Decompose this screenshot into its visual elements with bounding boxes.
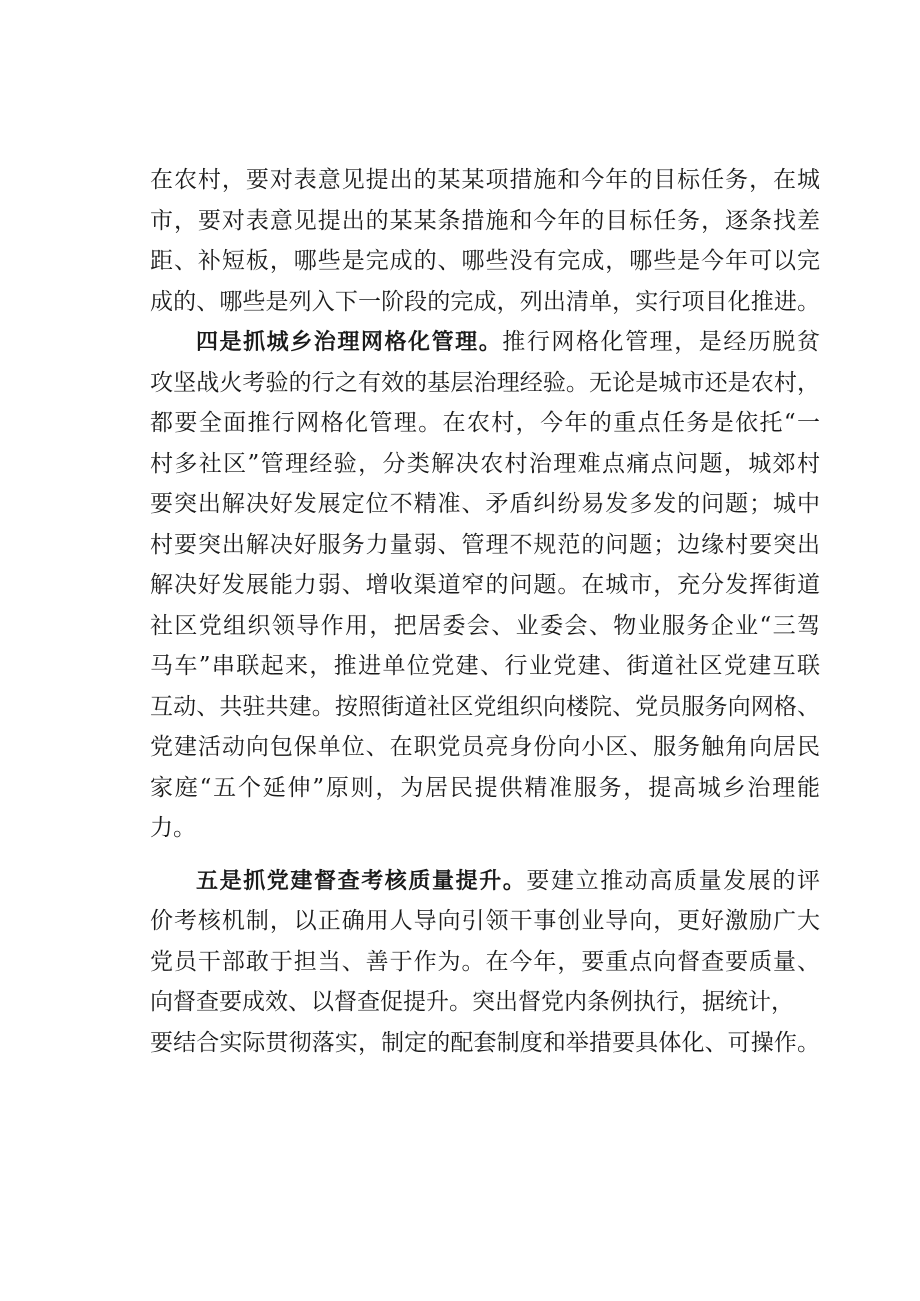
text-line: 都要全面推行网格化管理。在农村，今年的重点任务是依托“一 <box>150 410 820 436</box>
text-line: 马车”串联起来，推进单位党建、行业党建、街道社区党建互联 <box>150 653 820 679</box>
text-line: 家庭“五个延伸”原则，为居民提供精准服务，提高城乡治理能 <box>150 774 820 801</box>
text-line: 力。 <box>150 815 196 841</box>
text-line: 成的、哪些是列入下一阶段的完成，列出清单，实行项目化推进。 <box>150 288 820 315</box>
text-line: 解决好发展能力弱、增收渠道窄的问题。在城市，充分发挥街道 <box>150 572 820 598</box>
text-line: 价考核机制，以正确用人导向引领干事创业导向，更好激励广大 <box>150 908 820 934</box>
paragraph-3 <box>150 861 820 1064</box>
section-heading: 四是抓城乡治理网格化管理。 <box>196 330 503 355</box>
text-line: 村多社区”管理经验，分类解决农村治理难点痛点问题，城郊村 <box>150 450 820 477</box>
text-line: 要突出解决好发展定位不精准、矛盾纠纷易发多发的问题；城中 <box>150 491 820 517</box>
text-line: 党员干部敢于担当、善于作为。在今年，要重点向督查要质量、 <box>150 948 820 975</box>
text-line: 向督查要成效、以督查促提升。突出督党内条例执行，据统计， <box>150 989 794 1015</box>
text-line: 社区党组织领导作用，把居委会、业委会、物业服务企业“三驾 <box>150 612 820 639</box>
paragraph-1 <box>150 160 820 322</box>
text-line: 距、补短板，哪些是完成的、哪些没有完成，哪些是今年可以完 <box>150 248 820 274</box>
text-line: 互动、共驻共建。按照街道社区党组织向楼院、党员服务向网格、 <box>150 693 820 720</box>
paragraph-gap <box>150 849 820 861</box>
text-run: 推行网格化管理，是经历脱贫 <box>502 329 820 355</box>
text-line: 村要突出解决好服务力量弱、管理不规范的问题；边缘村要突出 <box>150 531 820 558</box>
text-line: 攻坚战火考验的行之有效的基层治理经验。无论是城市还是农村， <box>150 369 820 396</box>
section-heading: 五是抓党建督查考核质量提升。 <box>196 868 527 894</box>
text-line: 在农村，要对表意见提出的某某项措施和今年的目标任务，在城 <box>150 167 820 193</box>
text-run: 要建立推动高质量发展的评 <box>526 867 820 894</box>
paragraph-first-line <box>150 322 820 363</box>
paragraph-first-line <box>150 861 820 902</box>
text-line: 市，要对表意见提出的某某条措施和今年的目标任务，逐条找差 <box>150 207 820 234</box>
text-line: 党建活动向包保单位、在职党员亮身份向小区、服务触角向居民 <box>150 734 820 760</box>
paragraph-2 <box>150 322 820 849</box>
document-body <box>150 160 820 1063</box>
text-line: 要结合实际贯彻落实，制定的配套制度和举措要具体化、可操作。 <box>150 1029 820 1056</box>
